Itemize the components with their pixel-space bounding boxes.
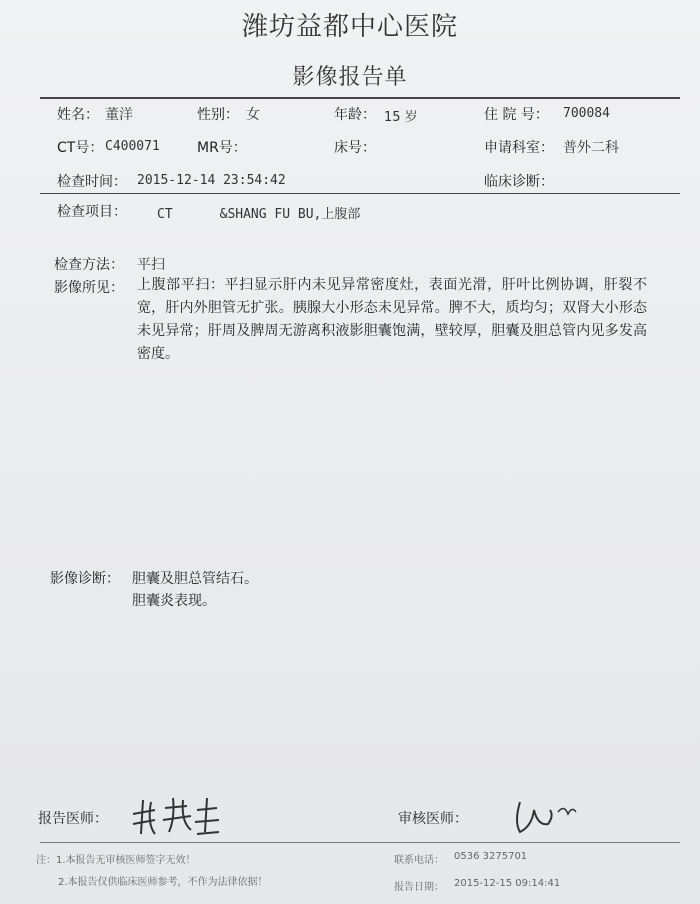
diagnosis-label: 影像诊断：	[50, 571, 120, 587]
phone-label: 联系电话：	[394, 855, 444, 866]
reviewer-label: 审核医师：	[398, 811, 468, 827]
requesting-department: 普外二科	[563, 140, 619, 156]
patient-age: 15 岁	[384, 110, 418, 125]
reporter-label: 报告医师：	[38, 811, 108, 827]
inpatient-label: 住 院 号：	[484, 107, 549, 123]
name-label: 姓名：	[57, 107, 99, 123]
ct-label: CT号：	[57, 140, 104, 156]
diagnosis-line-2: 胆囊炎表现。	[132, 593, 216, 609]
patient-sex: 女	[246, 107, 260, 123]
sex-label: 性别：	[197, 107, 239, 123]
exam-method-label: 检查方法：	[54, 257, 124, 273]
report-date: 2015-12-15 09:14:41	[454, 878, 561, 889]
bed-label: 床号：	[334, 140, 376, 156]
ct-number: C400071	[105, 139, 160, 154]
clinical-diagnosis-label: 临床诊断：	[484, 174, 554, 190]
header-rule-bottom	[40, 193, 680, 194]
reviewer-signature	[510, 796, 582, 836]
patient-name: 董洋	[105, 107, 133, 123]
findings-text: 上腹部平扫：平扫显示肝内未见异常密度灶，表面光滑，肝叶比例协调，肝裂不宽，肝内外胆管无扩张。胰腺大小形态未见异常。脾不大，质均匀；双肾大小形态未见异常；肝周及脾周无游离积液影胆囊饱满，壁较厚，胆囊及胆总管内见多发高密度。	[137, 277, 647, 362]
footer-note-1: 注：1.本报告无审核医师签字无效！	[36, 855, 196, 866]
exam-item: CT &SHANG FU BU,上腹部	[157, 207, 361, 222]
reporter-signature	[125, 794, 225, 838]
report-title: 影像报告单	[292, 65, 408, 90]
exam-time-label: 检查时间：	[57, 174, 127, 190]
findings-label: 影像所见：	[54, 280, 124, 296]
exam-method: 平扫	[137, 257, 165, 273]
inpatient-number: 700084	[563, 106, 610, 121]
exam-item-label: 检查项目：	[57, 204, 127, 220]
footer-note-2: 2.本报告仅供临床医师参考，不作为法律依据！	[58, 877, 268, 888]
dept-label: 申请科室：	[484, 140, 554, 156]
hospital-name: 潍坊益都中心医院	[241, 12, 458, 42]
report-date-label: 报告日期：	[394, 882, 444, 893]
footer-rule	[40, 842, 680, 843]
mr-label: MR号：	[197, 140, 247, 156]
phone-number: 0536 3275701	[454, 851, 528, 862]
exam-time: 2015-12-14 23:54:42	[137, 173, 286, 188]
diagnosis-line-1: 胆囊及胆总管结石。	[132, 571, 258, 587]
age-label: 年龄：	[334, 107, 376, 123]
header-rule-top	[40, 97, 680, 99]
